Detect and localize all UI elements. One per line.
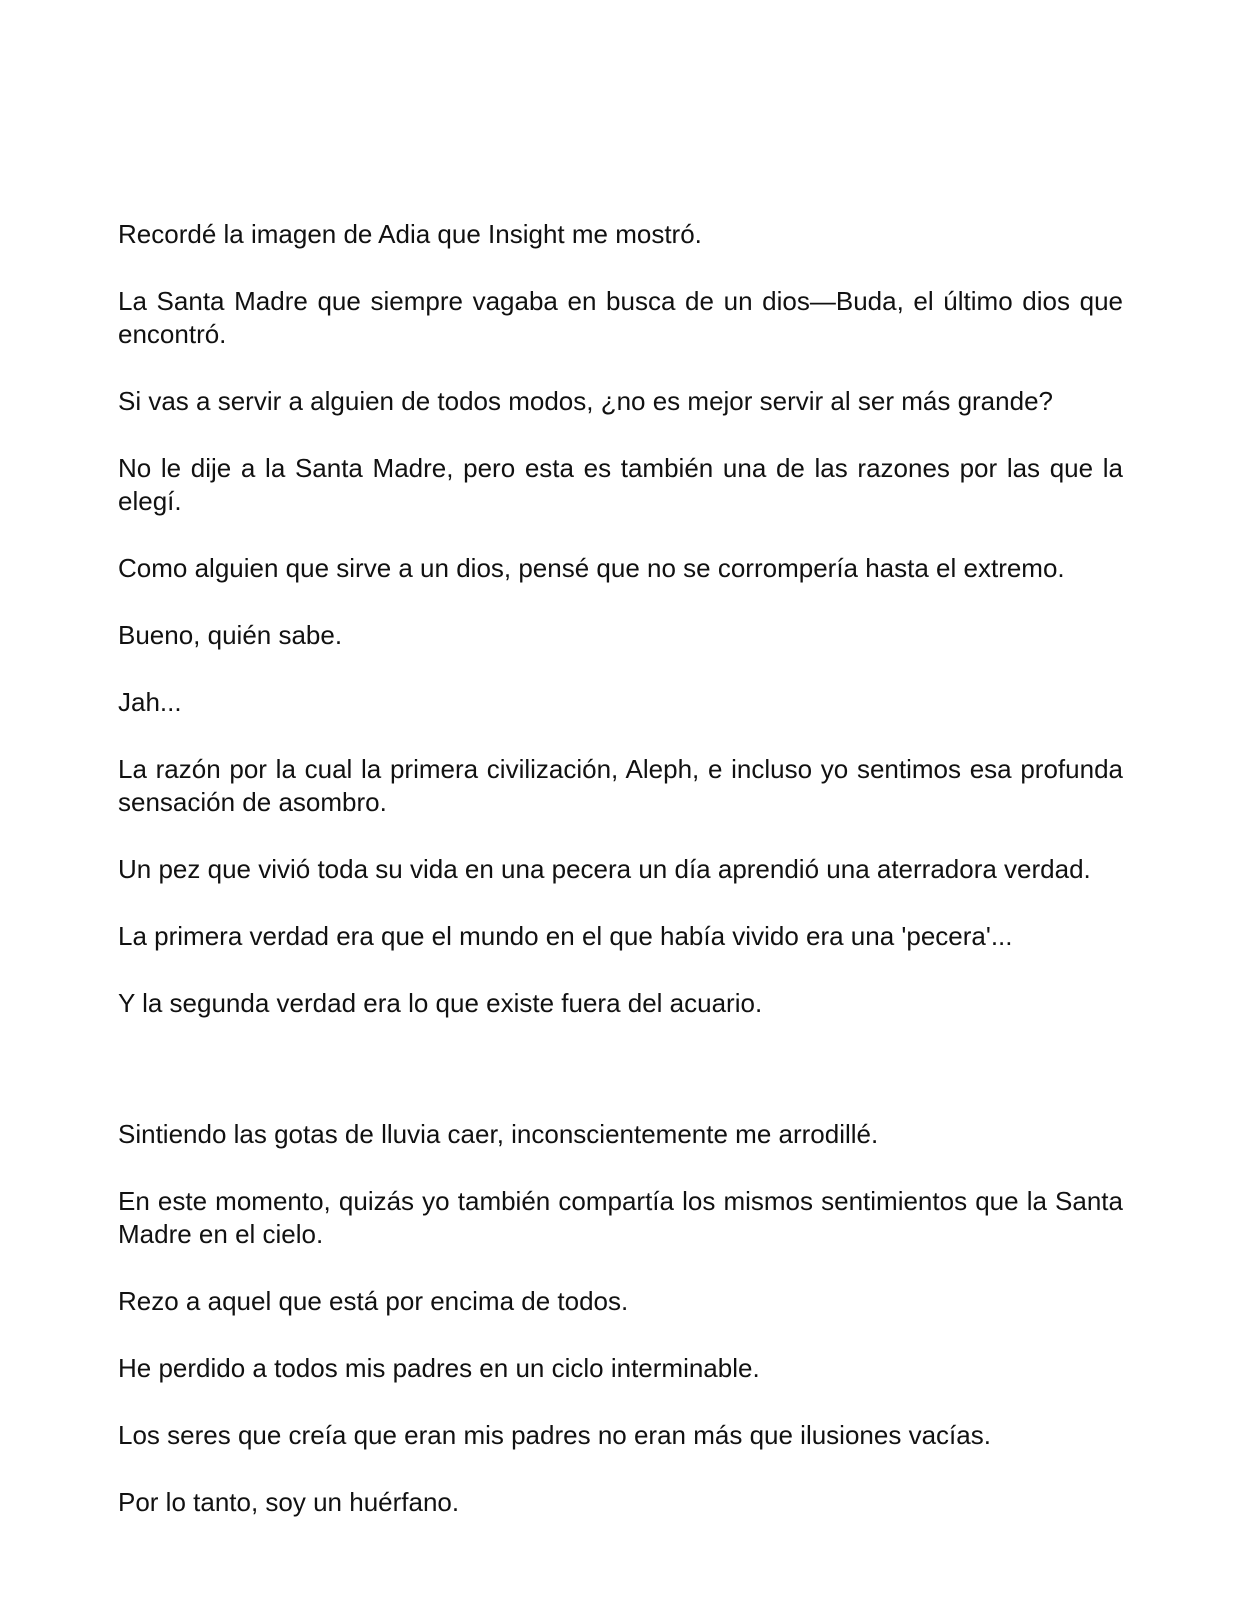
paragraph: Como alguien que sirve a un dios, pensé que no se corrompería hasta el extremo. [118, 553, 1065, 583]
paragraph: Los seres que creía que eran mis padres no eran más que ilusiones vacías. [118, 1420, 991, 1450]
paragraph: Si vas a servir a alguien de todos modos, ¿no es mejor servir al ser más grande? [118, 386, 1053, 416]
paragraph: Y la segunda verdad era lo que existe fuera del acuario. [118, 988, 763, 1018]
paragraph: La primera verdad era que el mundo en el que había vivido era una 'pecera'... [118, 921, 1013, 951]
paragraph: He perdido a todos mis padres en un ciclo interminable. [118, 1353, 760, 1383]
paragraph: Un pez que vivió toda su vida en una pecera un día aprendió una aterradora verdad. [118, 854, 1091, 884]
paragraph: La razón por la cual la primera civilización, Aleph, e incluso yo sentimos esa profunda sensación de asombro. [118, 754, 1123, 817]
body-text [118, 218, 1123, 1553]
paragraph: En este momento, quizás yo también compartía los mismos sentimientos que la Santa Madre en el cielo. [118, 1186, 1123, 1249]
paragraph: Por lo tanto, soy un huérfano. [118, 1487, 460, 1517]
scene-break [118, 1054, 1123, 1118]
paragraph: Rezo a aquel que está por encima de todos. [118, 1286, 629, 1316]
paragraph: Bueno, quién sabe. [118, 620, 343, 650]
paragraph: Sintiendo las gotas de lluvia caer, inconscientemente me arrodillé. [118, 1119, 879, 1149]
paragraph: La Santa Madre que siempre vagaba en busca de un dios—Buda, el último dios que encontró. [118, 286, 1123, 349]
paragraph: Jah... [118, 687, 182, 717]
paragraph: Recordé la imagen de Adia que Insight me mostró. [118, 219, 702, 249]
paragraph: No le dije a la Santa Madre, pero esta es también una de las razones por las que la elegí. [118, 453, 1123, 516]
